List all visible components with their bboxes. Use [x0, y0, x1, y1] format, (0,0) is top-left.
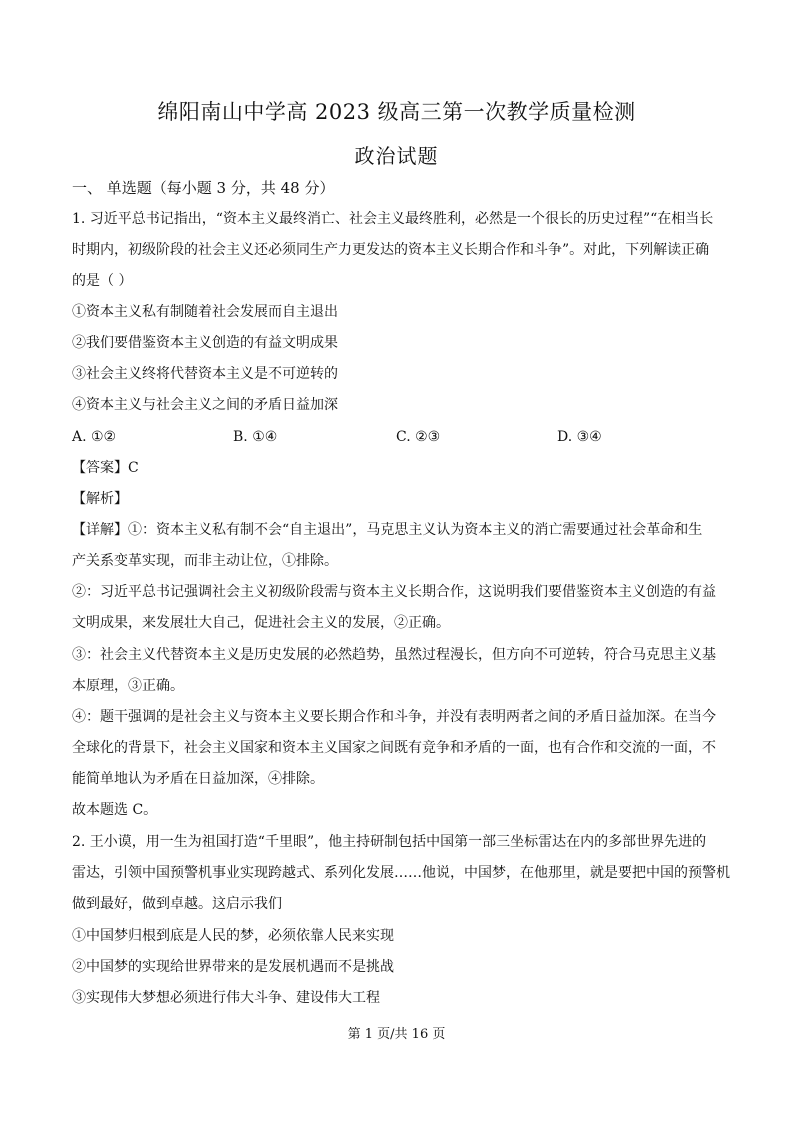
- q1-statement-1: ①资本主义私有制随着社会发展而自主退出: [72, 304, 338, 320]
- q2-statement-1: ①中国梦归根到底是人民的梦，必须依靠人民来实现: [72, 928, 394, 944]
- q1-stem-line-3: 的是（ ）: [72, 273, 133, 289]
- q1-detail-line-8: 全球化的背景下，社会主义国家和资本主义国家之间既有竞争和矛盾的一面，也有合作和交流的一面，不: [72, 740, 716, 756]
- q1-detail-line-2: 产关系变革实现，而非主动让位，①排除。: [72, 553, 338, 569]
- q1-statement-2: ②我们要借鉴资本主义创造的有益文明成果: [72, 335, 338, 351]
- q1-detail-line-9: 能简单地认为矛盾在日益加深，④排除。: [72, 771, 324, 787]
- q1-answer: 【答案】C: [72, 460, 139, 476]
- q1-detail-line-7: ④：题干强调的是社会主义与资本主义要长期合作和斗争，并没有表明两者之间的矛盾日益加深。在当今: [72, 709, 716, 725]
- q2-stem-line-3: 做到最好，做到卓越。这启示我们: [72, 896, 282, 912]
- q2-stem-line-1: 2. 王小谟，用一生为祖国打造“千里眼”，他主持研制包括中国第一部三坐标雷达在内的多部世界先进的: [72, 834, 707, 850]
- exam-subtitle: 政治试题: [354, 144, 439, 168]
- q1-detail-line-1: 【详解】①：资本主义私有制不会“自主退出”，马克思主义认为资本主义的消亡需要通过社会革命和生: [72, 522, 703, 538]
- q1-detail-line-4: 文明成果，来发展壮大自己，促进社会主义的发展，②正确。: [72, 615, 450, 631]
- q1-analysis-label: 【解析】: [72, 491, 128, 507]
- q1-detail-line-6: 本原理，③正确。: [72, 678, 184, 694]
- q1-stem-line-1: 1. 习近平总书记指出，“资本主义最终消亡、社会主义最终胜利，必然是一个很长的历史过程”“在相当长: [72, 211, 714, 227]
- q1-option-d: D. ③④: [557, 429, 602, 445]
- q1-option-a: A. ①②: [72, 429, 117, 445]
- page-number: 第 1 页/共 16 页: [347, 1027, 446, 1042]
- q1-detail-line-3: ②：习近平总书记强调社会主义初级阶段需与资本主义长期合作，这说明我们要借鉴资本主义创造的有益: [72, 584, 716, 600]
- q2-stem-line-2: 雷达，引领中国预警机事业实现跨越式、系列化发展……他说，中国梦，在他那里，就是要把中国的预警机: [72, 865, 730, 881]
- q2-statement-3: ③实现伟大梦想必须进行伟大斗争、建设伟大工程: [72, 990, 380, 1006]
- q1-option-c: C. ②③: [396, 429, 441, 445]
- q1-detail-line-5: ③：社会主义代替资本主义是历史发展的必然趋势，虽然过程漫长，但方向不可逆转，符合马克思主义基: [72, 647, 716, 663]
- q1-option-b: B. ①④: [233, 429, 278, 445]
- q1-conclusion: 故本题选 C。: [72, 802, 158, 818]
- q1-statement-3: ③社会主义终将代替资本主义是不可逆转的: [72, 366, 338, 382]
- exam-title: 绵阳南山中学高 2023 级高三第一次教学质量检测: [157, 100, 636, 124]
- q2-statement-2: ②中国梦的实现给世界带来的是发展机遇而不是挑战: [72, 959, 394, 975]
- q1-stem-line-2: 时期内，初级阶段的社会主义还必须同生产力更发达的资本主义长期合作和斗争”。对此，下列解读正确: [72, 242, 710, 258]
- q1-statement-4: ④资本主义与社会主义之间的矛盾日益加深: [72, 397, 338, 413]
- section-heading: 一、 单选题（每小题 3 分，共 48 分）: [72, 179, 335, 197]
